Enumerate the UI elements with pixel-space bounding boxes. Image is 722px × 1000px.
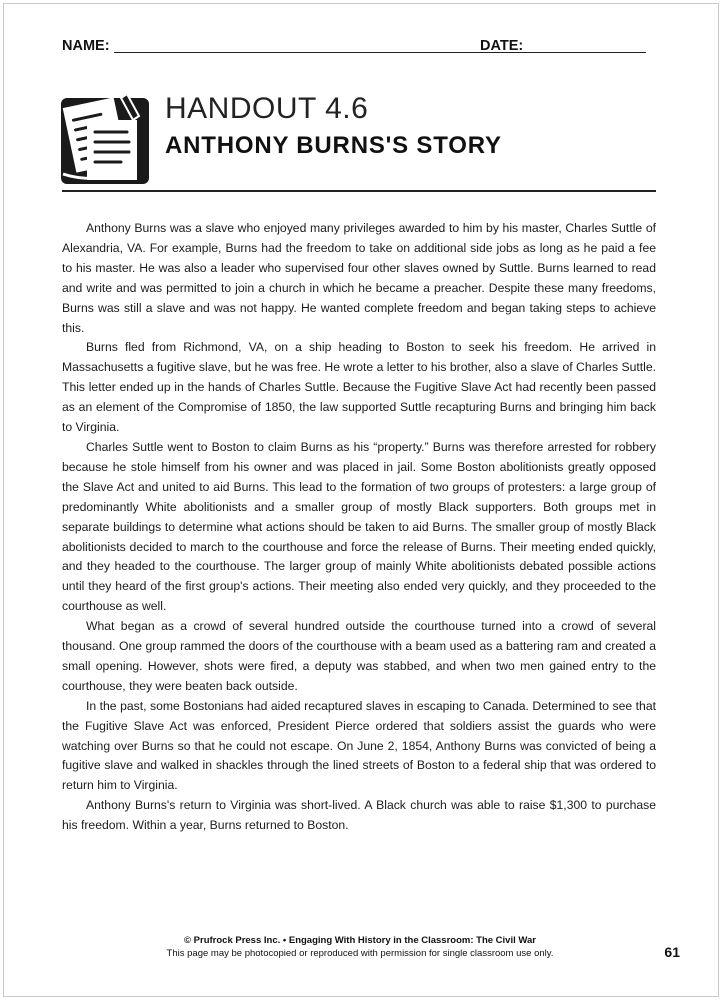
name-blank-line[interactable] (114, 52, 534, 53)
footer-credit: © Prufrock Press Inc. • Engaging With History in the Classroom: The Civil War (184, 935, 536, 946)
page-footer (100, 934, 620, 960)
page-number: 61 (664, 944, 680, 960)
date-blank-line[interactable] (522, 52, 646, 53)
paragraph-6: Anthony Burns's return to Virginia was short-lived. A Black church was able to raise $1,300 to purchase his freedom. Within a year, Burns returned to Boston. (62, 798, 656, 833)
handout-number: HANDOUT 4.6 (165, 92, 369, 125)
date-label: DATE: (480, 38, 524, 54)
paragraph-1: Anthony Burns was a slave who enjoyed many privileges awarded to him by his master, Charles Suttle of Alexandria, VA. For example, Burns had the freedom to take on additional side jobs as long as he paid a fee to his master. He was also a leader who supervised four other slaves owned by Suttle. Burns learned to read and write and was permitted to join a church in which he became a preacher. Despite these many freedoms, Burns was still a slave and was not happy. He wanted complete freedom and began taking steps to achieve this. (62, 221, 656, 335)
name-label: NAME: (62, 38, 110, 54)
paragraph-5: In the past, some Bostonians had aided recaptured slaves in escaping to Canada. Determined to see that the Fugitive Slave Act was enforced, President Pierce ordered that soldiers assist the guards who were watching over Burns so that he could not escape. On June 2, 1854, Anthony Burns was convicted of being a fugitive slave and walked in shackles through the lined streets of Boston to a federal ship that was ordered to return him to Virginia. (62, 698, 656, 793)
title-divider (62, 190, 656, 192)
page-title: ANTHONY BURNS'S STORY (165, 132, 502, 159)
story-body (62, 219, 656, 836)
handout-document-icon (61, 94, 151, 186)
footer-permission: This page may be photocopied or reproduced with permission for single classroom use only. (166, 948, 554, 959)
name-date-row (62, 36, 662, 58)
paragraph-2: Burns fled from Richmond, VA, on a ship heading to Boston to seek his freedom. He arrived in Massachusetts a fugitive slave, but he was free. He wrote a letter to his brother, also a slave of Charles Suttle. This letter ended up in the hands of Charles Suttle. Because the Fugitive Slave Act had recently been passed as an element of the Compromise of 1850, the law supported Suttle recapturing Burns and bringing him back to Virginia. (62, 340, 656, 435)
paragraph-4: What began as a crowd of several hundred outside the courthouse turned into a crowd of several thousand. One group rammed the doors of the courthouse with a beam used as a battering ram and created a small opening. However, shots were fired, a deputy was stabbed, and when two men gained entry to the courthouse, they were beaten back outside. (62, 619, 656, 693)
paragraph-3: Charles Suttle went to Boston to claim Burns as his “property.” Burns was therefore arrested for robbery because he stole himself from his owner and was placed in jail. Some Boston abolitionists greatly opposed the Slave Act and united to aid Burns. This lead to the formation of two groups of protesters: a large group of predominantly White abolitionists and a smaller group of mostly Black supporters. Both groups met in separate buildings to determine what actions should be taken to aid Burns. The smaller group of mostly Black abolitionists decided to march to the courthouse and force the release of Burns. Their meeting ended quickly, and they headed to the courthouse. The larger group of mainly White abolitionists debated possible actions until they heard of the first group's actions. Their meeting also ended very quickly, and they proceeded to the courthouse as well. (62, 439, 656, 614)
